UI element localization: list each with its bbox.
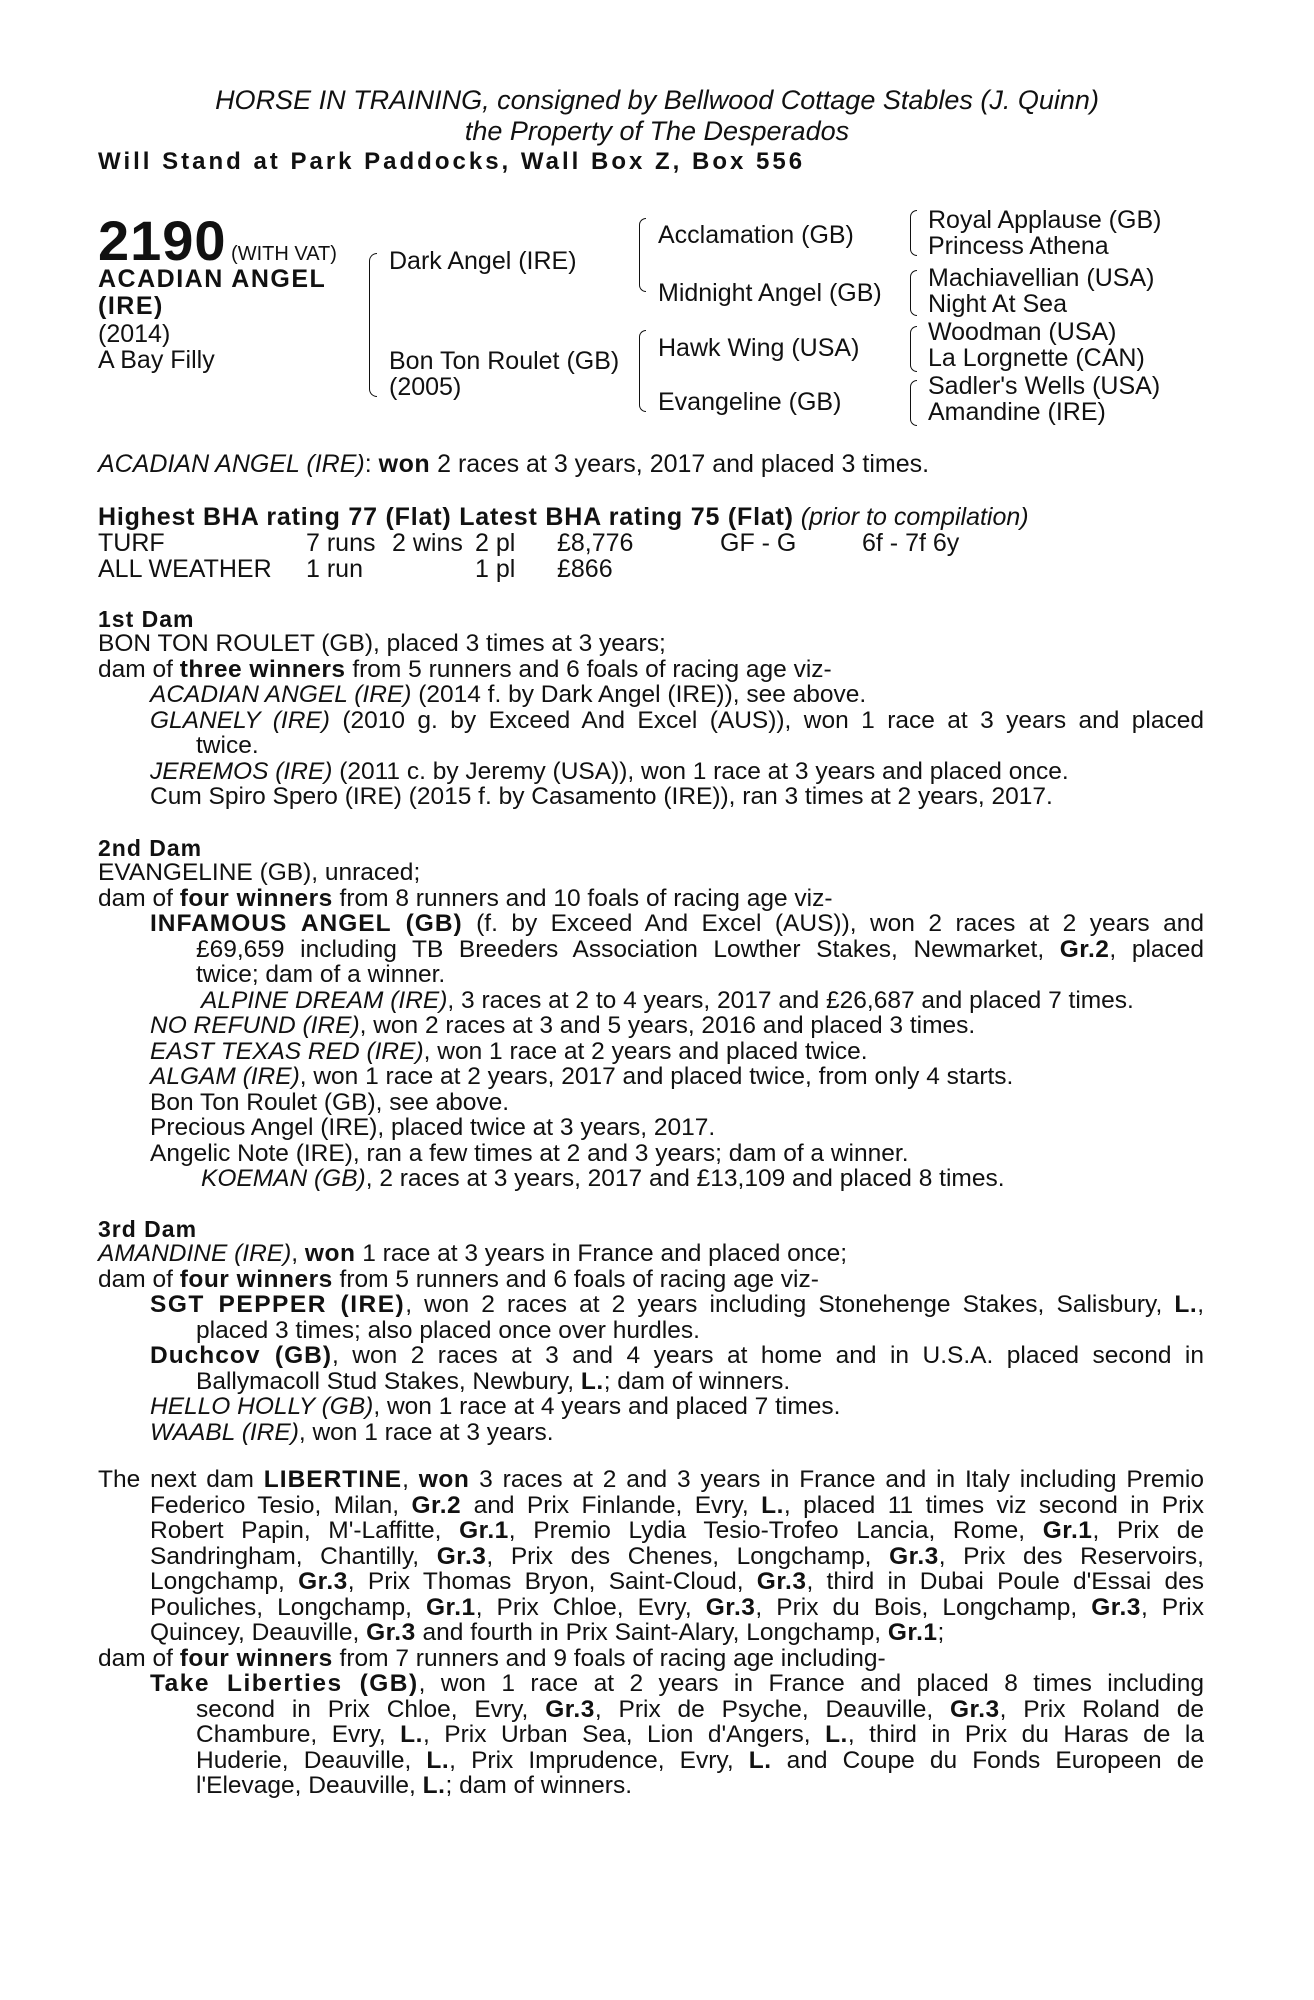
catalogue-page: HORSE IN TRAINING, consigned by Bellwood Cottage Stables (J. Quinn) the Property of The Desperados Will Stand at Park Paddocks, Wall Box Z, Box 556 2190 (WITH VAT) ACADIAN ANGEL (IRE) (2014) A Bay Filly Dark Angel (IRE) Bon Ton Roulet (GB) (2005) Acclamation (GB) Midnight Angel (GB) Hawk Wing (USA) Evangeline (GB) Royal Applause (GB) Princess Athena Machiavellian (USA) Night At Sea Woodman (USA) La Lorgnette (CAN) Sadler's Wells (USA) Amandine (IRE) ACADIAN ANGEL (IRE): won 2 races at 3 years, 2017 and placed 3 times. Highest BHA rating 77 (Flat) Latest BHA rating 75 (Flat) (prior to compilation) TURF 7 runs 2 wins 2 pl £8,776 GF - G 6f - 7f 6y ALL WEATHER 1 run 1 pl £866 1st Dam BON TON ROULET (GB), placed 3 times at 3 years; dam of three winners from 5 runners and 6 foals of racing age viz- ACADIAN ANGEL (IRE) (2014 f. by Dark Angel (IRE)), see above. GLANELY (IRE) (2010 g. by Exceed And Excel (AUS)), won 1 race at 3 years and placed twice. JEREMOS (IRE) (2011 c. by Jeremy (USA)), won 1 race at 3 years and placed once. Cum Spiro Spero (IRE) (2015 f. by Casamento (IRE)), ran 3 times at 2 years, 2017. 2nd Dam EVANGELINE (GB), unraced; dam of four winners from 8 runners and 10 foals of racing age viz- INFAMOUS ANGEL (GB) (f. by Exceed And Excel (AUS)), won 2 races at 2 years and £69,659 including TB Breeders Association Lowther Stakes, Newmarket, Gr.2, placed twice; dam of a winner. ALPINE DREAM (IRE), 3 races at 2 to 4 years, 2017 and £26,687 and placed 7 times. NO REFUND (IRE), won 2 races at 3 and 5 years, 2016 and placed 3 times. EAST TEXAS RED (IRE), won 1 race at 2 years and placed twice. ALGAM (IRE), won 1 race at 2 years, 2017 and placed twice, from only 4 starts. Bon Ton Roulet (GB), see above. Precious Angel (IRE), placed twice at 3 years, 2017. Angelic Note (IRE), ran a few times at 2 and 3 years; dam of a winner. KOEMAN (GB), 2 races at 3 years, 2017 and £13,109 and placed 8 times. 3rd Dam AMANDINE (IRE), won 1 race at 3 years in France and placed once; dam of four winners from 5 runners and 6 foals of racing age viz- SGT PEPPER (IRE), won 2 races at 2 years including Stonehenge Stakes, Salisbury, L., placed 3 times; also placed once over hurdles. Duchcov (GB), won 2 races at 3 and 4 years at home and in U.S.A. placed second in Ballymacoll Stud Stakes, Newbury, L.; dam of winners. HELLO HOLLY (GB), won 1 race at 4 years and placed 7 times. WAABL (IRE), won 1 race at 3 years. The next dam LIBERTINE, won 3 races at 2 and 3 years in France and in Italy including Premio Federico Tesio, Milan, Gr.2 and Prix Finlande, Evry, L., placed 11 times viz second in Prix Robert Papin, M'-Laffitte, Gr.1, Premio Lydia Tesio-Trofeo Lancia, Rome, Gr.1, Prix de Sandringham, Chantilly, Gr.3, Prix des Chenes, Longchamp, Gr.3, Prix des Reservoirs, Longchamp, Gr.3, Prix Thomas Bryon, Saint-Cloud, Gr.3, third in Dubai Poule d'Essai des Pouliches, Longchamp, Gr.1, Prix Chloe, Evry, Gr.3, Prix du Bois, Longchamp, Gr.3, Prix Quincey, Deauville, Gr.3 and fourth in Prix Saint-Alary, Longchamp, Gr.1; dam of four winners from 7 runners and 9 foals of racing age including- Take Liberties (GB), won 1 race at 2 years in France and placed 8 times including second in Prix Chloe, Evry, Gr.3, Prix de Psyche, Deauville, Gr.3, Prix Roland de Chambure, Evry, L., Prix Urban Sea, Lion d'Angers, L., third in Prix du Haras de la Huderie, Deauville, L., Prix Imprudence, Evry, L. and Coupe du Fonds Europeen de l'Elevage, Deauville, L.; dam of winners. — [0, 0, 1314, 2000]
pedigree-brace-main — [369, 253, 377, 397]
gg-6: La Lorgnette (CAN) — [928, 344, 1145, 372]
first-dam-section: BON TON ROULET (GB), placed 3 times at 3 years; dam of three winners from 5 runners and 6 foals of racing age viz- ACADIAN ANGEL (IRE) (2014 f. by Dark Angel (IRE)), see above. GLANELY (IRE) (2010 g. by Exceed And Excel (AUS)), won 1 race at 3 years and placed twice. JEREMOS (IRE) (2011 c. by Jeremy (USA)), won 1 race at 3 years and placed once. Cum Spiro Spero (IRE) (2015 f. by Casamento (IRE)), ran 3 times at 2 years, 2017. — [98, 630, 1204, 810]
stand-location: Will Stand at Park Paddocks, Wall Box Z, Box 556 — [98, 148, 806, 175]
gg-3: Machiavellian (USA) — [928, 264, 1155, 292]
consignor-line: HORSE IN TRAINING, consigned by Bellwood Cottage Stables (J. Quinn) — [215, 85, 1099, 115]
horse-description: A Bay Filly — [98, 346, 215, 374]
horse-name: ACADIAN ANGEL — [98, 265, 327, 293]
dam-dam: Evangeline (GB) — [658, 388, 842, 416]
gg-8: Amandine (IRE) — [928, 398, 1106, 426]
horse-country: (IRE) — [98, 292, 164, 320]
second-dam-section: EVANGELINE (GB), unraced; dam of four winners from 8 runners and 10 foals of racing age viz- INFAMOUS ANGEL (GB) (f. by Exceed And Excel (AUS)), won 2 races at 2 years and £69,659 including TB Breeders Association Lowther Stakes, Newmarket, Gr.2, placed twice; dam of a winner. ALPINE DREAM (IRE), 3 races at 2 to 4 years, 2017 and £26,687 and placed 7 times. NO REFUND (IRE), won 2 races at 3 and 5 years, 2016 and placed 3 times. EAST TEXAS RED (IRE), won 1 race at 2 years and placed twice. ALGAM (IRE), won 1 race at 2 years, 2017 and placed twice, from only 4 starts. Bon Ton Roulet (GB), see above. Precious Angel (IRE), placed twice at 3 years, 2017. Angelic Note (IRE), ran a few times at 2 and 3 years; dam of a winner. KOEMAN (GB), 2 races at 3 years, 2017 and £13,109 and placed 8 times. — [98, 859, 1205, 1192]
gg-2: Princess Athena — [928, 232, 1109, 260]
pedigree-brace-sire — [639, 218, 646, 292]
dam-sire: Hawk Wing (USA) — [658, 334, 860, 362]
pedigree-brace-g3 — [910, 326, 917, 372]
third-dam-heading: 3rd Dam — [98, 1216, 198, 1242]
sire-sire: Acclamation (GB) — [658, 221, 854, 249]
second-dam-heading: 2nd Dam — [98, 835, 203, 861]
sire: Dark Angel (IRE) — [389, 247, 577, 275]
vat-note: (WITH VAT) — [231, 243, 337, 265]
pedigree-brace-g2 — [910, 270, 917, 316]
gg-7: Sadler's Wells (USA) — [928, 372, 1161, 400]
owner-line: the Property of The Desperados — [464, 116, 850, 146]
gg-5: Woodman (USA) — [928, 318, 1117, 346]
gg-1: Royal Applause (GB) — [928, 206, 1162, 234]
foaling-year: (2014) — [98, 320, 171, 348]
dam: Bon Ton Roulet (GB) — [389, 347, 620, 375]
pedigree-brace-g4 — [910, 380, 917, 426]
third-dam-section: AMANDINE (IRE), won 1 race at 3 years in France and placed once; dam of four winners from 5 runners and 6 foals of racing age viz- SGT PEPPER (IRE), won 2 races at 2 years including Stonehenge Stakes, Salisbury, L., placed 3 times; also placed once over hurdles. Duchcov (GB), won 2 races at 3 and 4 years at home and in U.S.A. placed second in Ballymacoll Stud Stakes, Newbury, L.; dam of winners. HELLO HOLLY (GB), won 1 race at 4 years and placed 7 times. WAABL (IRE), won 1 race at 3 years. — [98, 1240, 1205, 1446]
first-dam-heading: 1st Dam — [98, 606, 195, 632]
lot-number-row — [98, 208, 337, 273]
sire-dam: Midnight Angel (GB) — [658, 279, 882, 307]
next-dam-section: The next dam LIBERTINE, won 3 races at 2 and 3 years in France and in Italy including Premio Federico Tesio, Milan, Gr.2 and Prix Finlande, Evry, L., placed 11 times viz second in Prix Robert Papin, M'-Laffitte, Gr.1, Premio Lydia Tesio-Trofeo Lancia, Rome, Gr.1, Prix de Sandringham, Chantilly, Gr.3, Prix des Chenes, Longchamp, Gr.3, Prix des Reservoirs, Longchamp, Gr.3, Prix Thomas Bryon, Saint-Cloud, Gr.3, third in Dubai Poule d'Essai des Pouliches, Longchamp, Gr.1, Prix Chloe, Evry, Gr.3, Prix du Bois, Longchamp, Gr.3, Prix Quincey, Deauville, Gr.3 and fourth in Prix Saint-Alary, Longchamp, Gr.1; dam of four winners from 7 runners and 9 foals of racing age including- Take Liberties (GB), won 1 race at 2 years in France and placed 8 times including second in Prix Chloe, Evry, Gr.3, Prix de Psyche, Deauville, Gr.3, Prix Roland de Chambure, Evry, L., Prix Urban Sea, Lion d'Angers, L., third in Prix du Haras de la Huderie, Deauville, L., Prix Imprudence, Evry, L. and Coupe du Fonds Europeen de l'Elevage, Deauville, L.; dam of winners. — [98, 1466, 1205, 1799]
race-summary: ACADIAN ANGEL (IRE): won 2 races at 3 years, 2017 and placed 3 times. — [98, 450, 930, 478]
dam-year: (2005) — [389, 373, 462, 401]
gg-4: Night At Sea — [928, 290, 1067, 318]
bha-ratings: Highest BHA rating 77 (Flat) Latest BHA rating 75 (Flat) (prior to compilation) — [98, 503, 1029, 531]
pedigree-brace-g1 — [910, 210, 917, 256]
lot-number: 2190 — [98, 209, 227, 272]
pedigree-brace-dam — [639, 330, 646, 412]
